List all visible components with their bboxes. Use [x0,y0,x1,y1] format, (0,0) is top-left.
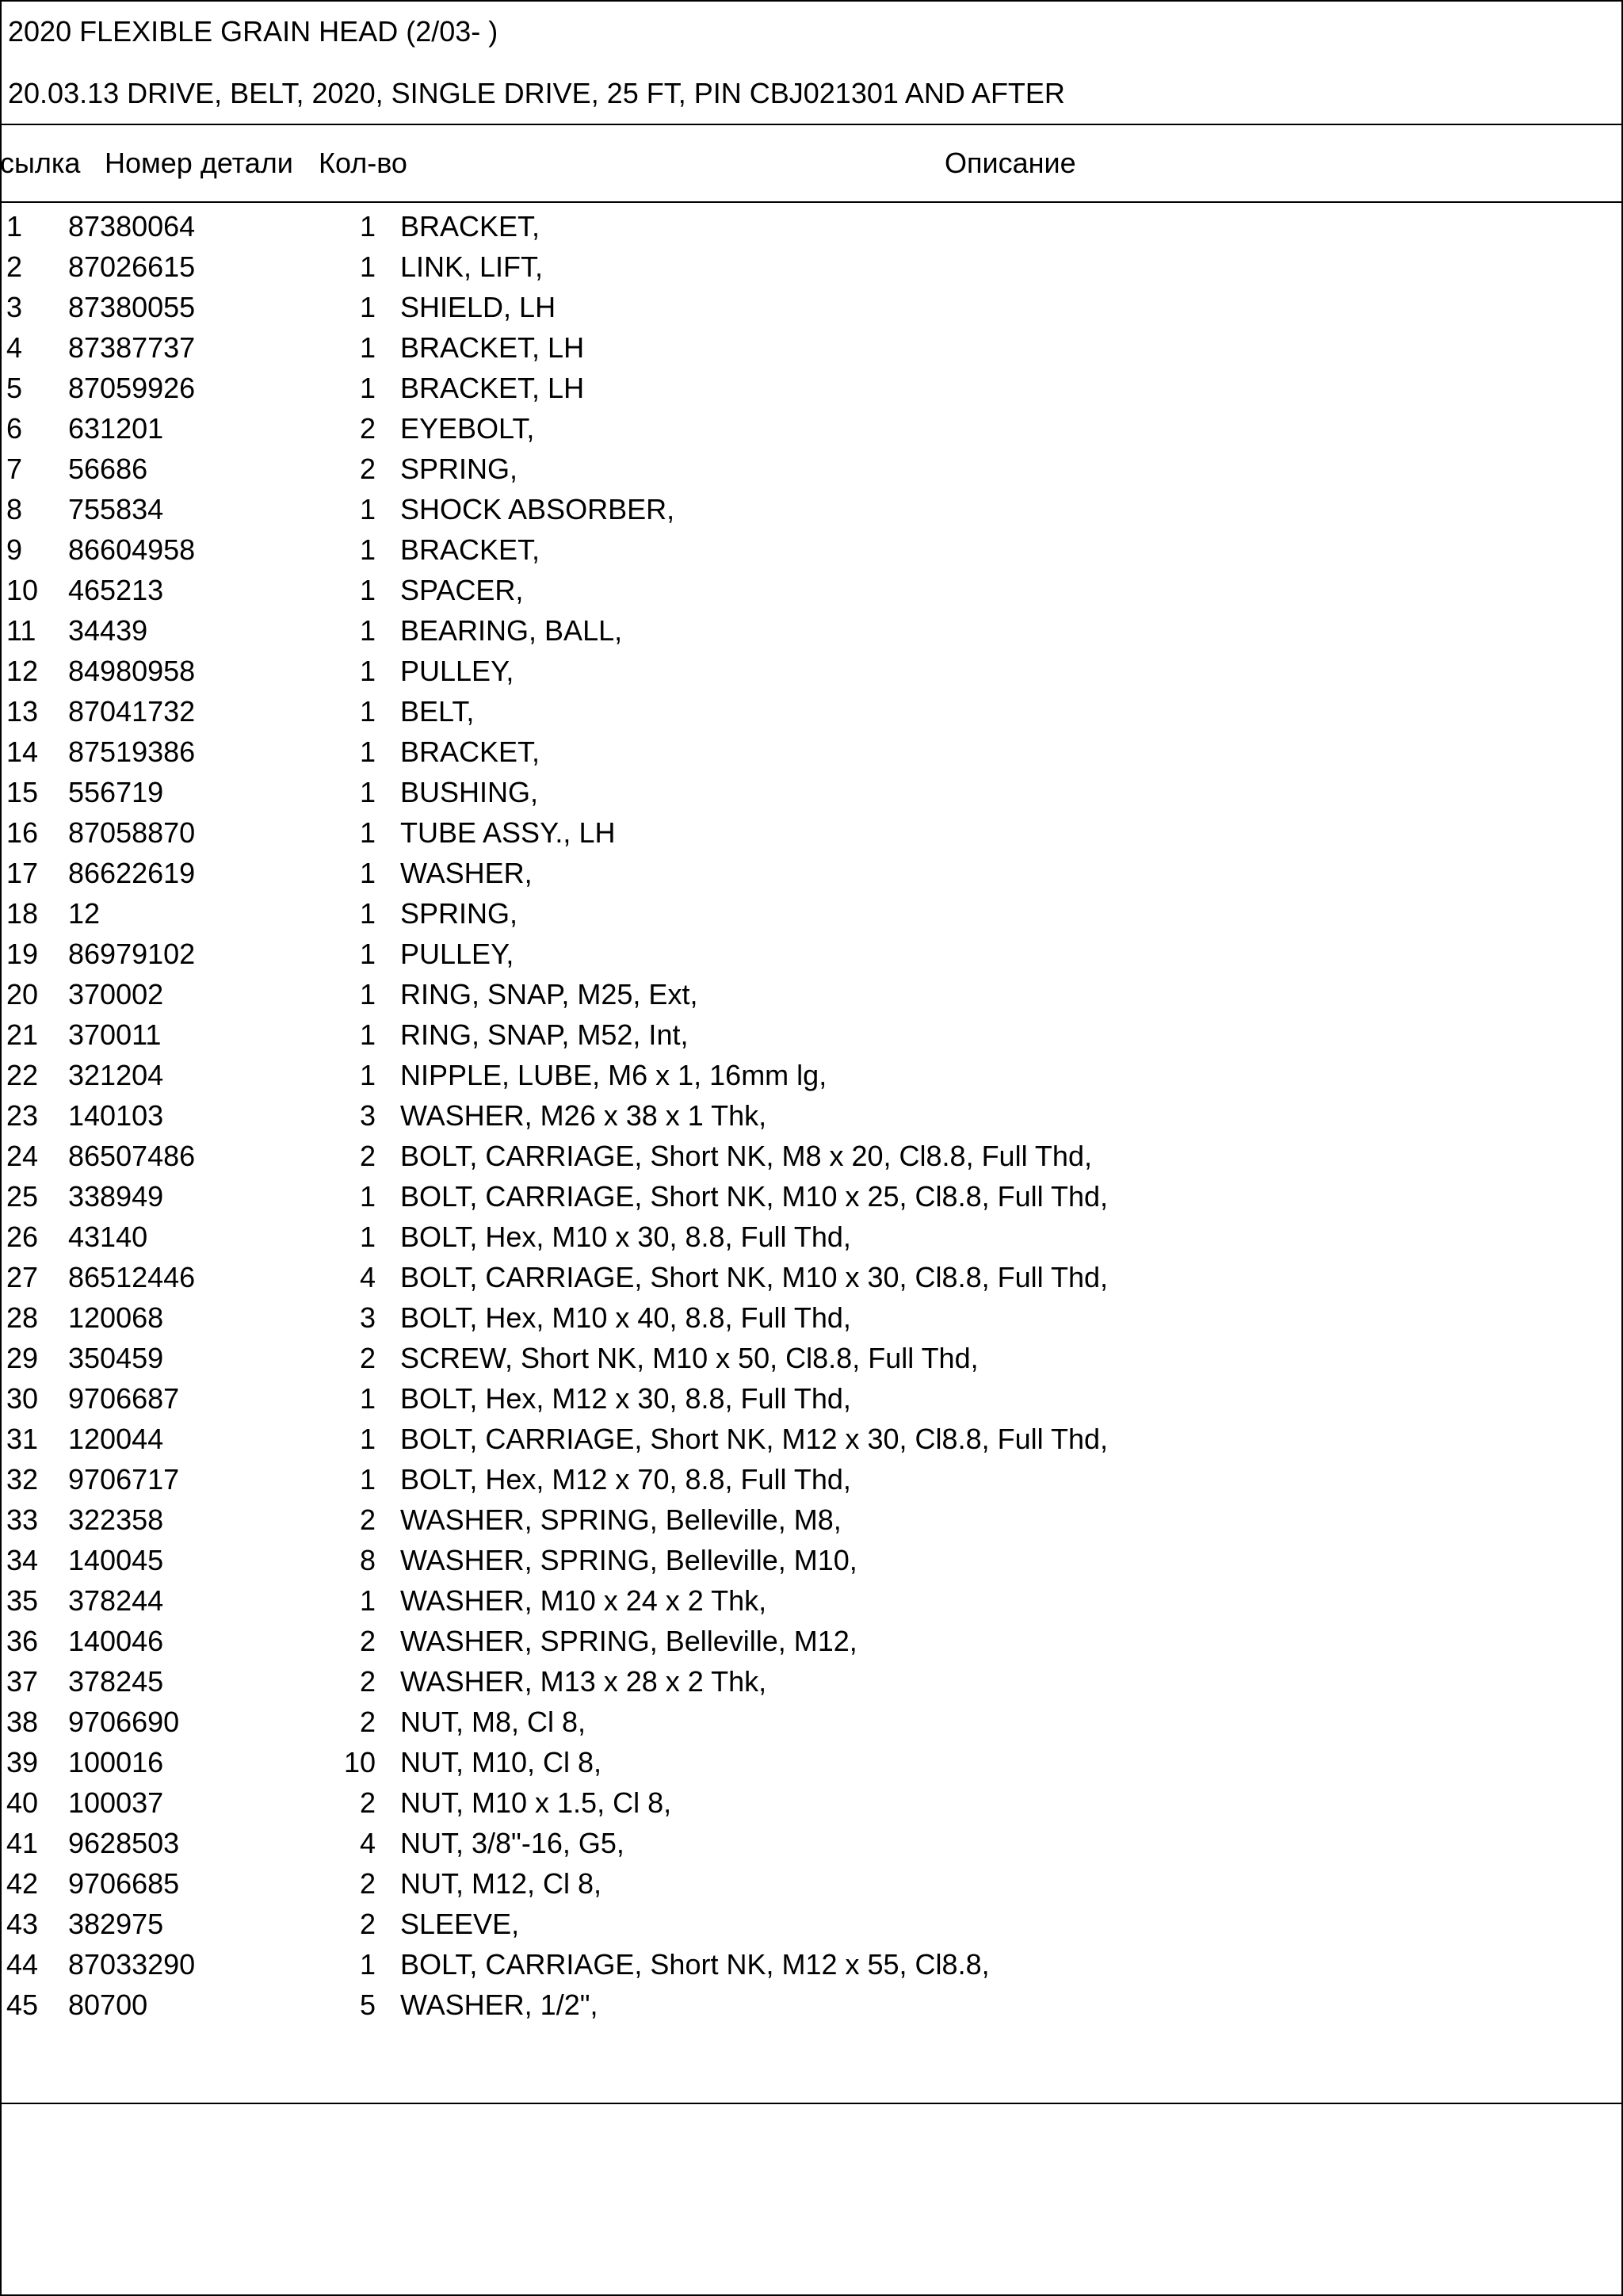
table-row [2,1302,1621,1343]
table-row [2,1747,1621,1787]
ref-cell: 14 [6,735,39,768]
table-row [2,1464,1621,1504]
description-cell: NUT, M12, Cl 8, [400,1867,602,1900]
quantity-cell: 1 [359,291,376,323]
table-row [2,1626,1621,1666]
ref-cell: 37 [6,1665,39,1698]
quantity-cell: 1 [359,1584,376,1617]
description-cell: WASHER, SPRING, Belleville, M8, [400,1503,842,1536]
table-row [2,1828,1621,1868]
ref-cell: 26 [6,1221,39,1253]
quantity-cell: 2 [359,1706,376,1738]
ref-cell: 36 [6,1625,39,1657]
description-cell: SPACER, [400,574,524,606]
description-cell: BRACKET, LH [400,331,585,364]
quantity-cell: 1 [359,1180,376,1213]
quantity-cell: 1 [359,938,376,970]
table-row [2,534,1621,575]
quantity-cell: 2 [359,1908,376,1940]
table-row [2,898,1621,938]
ref-cell: 20 [6,978,39,1010]
table-row [2,1221,1621,1262]
ref-cell: 39 [6,1746,39,1778]
table-row [2,1585,1621,1626]
part-number-cell: 12 [68,897,101,930]
part-number-cell: 87387737 [68,331,196,364]
part-number-cell: 43140 [68,1221,148,1253]
ref-cell: 16 [6,816,39,849]
ref-cell: 11 [6,614,36,647]
quantity-cell: 3 [359,1099,376,1132]
ref-cell: 8 [6,493,23,525]
quantity-cell: 10 [343,1746,376,1778]
table-row [2,1908,1621,1949]
ref-cell: 28 [6,1301,39,1334]
part-number-cell: 556719 [68,776,164,808]
table-row [2,413,1621,453]
table-row [2,251,1621,292]
ref-cell: 33 [6,1503,39,1536]
description-cell: PULLEY, [400,655,514,687]
part-number-cell: 87058870 [68,816,196,849]
table-row [2,575,1621,615]
quantity-cell: 4 [359,1261,376,1293]
part-number-cell: 34439 [68,614,148,647]
description-cell: SHOCK ABSORBER, [400,493,675,525]
ref-cell: 3 [6,291,23,323]
ref-cell: 12 [6,655,39,687]
table-row [2,1100,1621,1140]
part-number-cell: 87026615 [68,250,196,283]
quantity-cell: 1 [359,1382,376,1415]
divider-header [2,124,1621,125]
description-cell: LINK, LIFT, [400,250,544,283]
part-number-cell: 86512446 [68,1261,196,1293]
table-row [2,1666,1621,1706]
ref-cell: 41 [6,1827,39,1859]
description-cell: BOLT, CARRIAGE, Short NK, M10 x 30, Cl8.8, Full Thd, [400,1261,1108,1293]
ref-cell: 29 [6,1342,39,1374]
table-row [2,1423,1621,1464]
quantity-cell: 1 [359,1463,376,1496]
quantity-cell: 1 [359,210,376,243]
table-row [2,655,1621,696]
description-cell: NUT, M8, Cl 8, [400,1706,586,1738]
quantity-cell: 1 [359,897,376,930]
part-number-cell: 87033290 [68,1948,196,1981]
ref-cell: 19 [6,938,39,970]
table-row [2,938,1621,979]
ref-cell: 30 [6,1382,39,1415]
part-number-cell: 370011 [68,1018,162,1051]
ref-cell: 17 [6,857,39,889]
quantity-cell: 1 [359,1059,376,1091]
quantity-cell: 1 [359,978,376,1010]
part-number-cell: 84980958 [68,655,196,687]
ref-cell: 42 [6,1867,39,1900]
part-number-cell: 322358 [68,1503,164,1536]
part-number-cell: 370002 [68,978,164,1010]
description-cell: NIPPLE, LUBE, M6 x 1, 16mm lg, [400,1059,827,1091]
ref-cell: 1 [6,210,23,243]
table-row [2,1019,1621,1060]
column-header-ref: сылка [0,147,81,179]
description-cell: SPRING, [400,897,518,930]
quantity-cell: 1 [359,735,376,768]
table-row [2,696,1621,736]
part-number-cell: 120068 [68,1301,164,1334]
description-cell: PULLEY, [400,938,514,970]
ref-cell: 7 [6,453,23,485]
part-number-cell: 382975 [68,1908,164,1940]
ref-cell: 18 [6,897,39,930]
description-cell: BRACKET, [400,735,540,768]
section-title: 20.03.13 DRIVE, BELT, 2020, SINGLE DRIVE, 25 FT, PIN CBJ021301 AND AFTER [8,77,1065,109]
part-number-cell: 120044 [68,1423,164,1455]
table-row [2,858,1621,898]
part-number-cell: 86622619 [68,857,196,889]
column-header-description: Описание [945,147,1076,179]
table-row [2,211,1621,251]
description-cell: BOLT, Hex, M12 x 70, 8.8, Full Thd, [400,1463,851,1496]
quantity-cell: 1 [359,614,376,647]
quantity-cell: 2 [359,1867,376,1900]
quantity-cell: 2 [359,412,376,445]
quantity-cell: 5 [359,1988,376,2021]
table-row [2,736,1621,777]
table-row [2,1868,1621,1908]
table-row [2,1181,1621,1221]
description-cell: BOLT, Hex, M12 x 30, 8.8, Full Thd, [400,1382,851,1415]
part-number-cell: 87380064 [68,210,196,243]
table-row [2,372,1621,413]
part-number-cell: 9706717 [68,1463,180,1496]
column-header-quantity: Кол-во [319,147,407,179]
part-number-cell: 86604958 [68,533,196,566]
part-number-cell: 631201 [68,412,164,445]
description-cell: WASHER, M10 x 24 x 2 Thk, [400,1584,767,1617]
table-row [2,453,1621,494]
column-header-part-number: Номер детали [105,147,293,179]
quantity-cell: 1 [359,574,376,606]
ref-cell: 21 [6,1018,39,1051]
part-number-cell: 86979102 [68,938,196,970]
part-number-cell: 350459 [68,1342,164,1374]
ref-cell: 5 [6,372,23,404]
description-cell: SPRING, [400,453,518,485]
part-number-cell: 80700 [68,1988,148,2021]
table-row [2,615,1621,655]
ref-cell: 44 [6,1948,39,1981]
part-number-cell: 9706690 [68,1706,180,1738]
description-cell: WASHER, 1/2", [400,1988,598,2021]
part-number-cell: 321204 [68,1059,164,1091]
ref-cell: 9 [6,533,23,566]
quantity-cell: 1 [359,331,376,364]
table-row [2,1787,1621,1828]
quantity-cell: 1 [359,1221,376,1253]
quantity-cell: 1 [359,857,376,889]
description-cell: BUSHING, [400,776,539,808]
quantity-cell: 1 [359,493,376,525]
part-number-cell: 378245 [68,1665,164,1698]
table-row [2,1060,1621,1100]
description-cell: BRACKET, LH [400,372,585,404]
description-cell: BOLT, CARRIAGE, Short NK, M12 x 30, Cl8.8, Full Thd, [400,1423,1108,1455]
ref-cell: 2 [6,250,23,283]
description-cell: NUT, M10 x 1.5, Cl 8, [400,1786,672,1819]
part-number-cell: 86507486 [68,1140,196,1172]
table-row [2,1343,1621,1383]
ref-cell: 4 [6,331,23,364]
quantity-cell: 8 [359,1544,376,1576]
quantity-cell: 2 [359,1140,376,1172]
description-cell: WASHER, M26 x 38 x 1 Thk, [400,1099,767,1132]
description-cell: NUT, 3/8"-16, G5, [400,1827,624,1859]
description-cell: WASHER, SPRING, Belleville, M10, [400,1544,857,1576]
description-cell: RING, SNAP, M25, Ext, [400,978,698,1010]
description-cell: SCREW, Short NK, M10 x 50, Cl8.8, Full Thd, [400,1342,979,1374]
table-row [2,979,1621,1019]
quantity-cell: 2 [359,1786,376,1819]
description-cell: BELT, [400,695,475,728]
part-number-cell: 338949 [68,1180,164,1213]
table-row [2,1706,1621,1747]
quantity-cell: 2 [359,1342,376,1374]
description-cell: BOLT, CARRIAGE, Short NK, M8 x 20, Cl8.8, Full Thd, [400,1140,1092,1172]
ref-cell: 31 [6,1423,39,1455]
table-row [2,292,1621,332]
quantity-cell: 2 [359,453,376,485]
description-cell: WASHER, SPRING, Belleville, M12, [400,1625,857,1657]
ref-cell: 23 [6,1099,39,1132]
description-cell: BOLT, CARRIAGE, Short NK, M12 x 55, Cl8.8, [400,1948,990,1981]
description-cell: BRACKET, [400,533,540,566]
description-cell: TUBE ASSY., LH [400,816,616,849]
part-number-cell: 140046 [68,1625,164,1657]
ref-cell: 40 [6,1786,39,1819]
part-number-cell: 9706687 [68,1382,180,1415]
ref-cell: 38 [6,1706,39,1738]
quantity-cell: 1 [359,250,376,283]
ref-cell: 25 [6,1180,39,1213]
table-row [2,1383,1621,1423]
part-number-cell: 9628503 [68,1827,180,1859]
description-cell: RING, SNAP, M52, Int, [400,1018,689,1051]
quantity-cell: 1 [359,1948,376,1981]
ref-cell: 6 [6,412,23,445]
ref-cell: 10 [6,574,39,606]
part-number-cell: 378244 [68,1584,164,1617]
description-cell: BOLT, CARRIAGE, Short NK, M10 x 25, Cl8.8, Full Thd, [400,1180,1108,1213]
table-row [2,817,1621,858]
part-number-cell: 100016 [68,1746,164,1778]
quantity-cell: 2 [359,1625,376,1657]
part-number-cell: 87059926 [68,372,196,404]
description-cell: BRACKET, [400,210,540,243]
quantity-cell: 1 [359,776,376,808]
description-cell: EYEBOLT, [400,412,535,445]
part-number-cell: 87519386 [68,735,196,768]
quantity-cell: 4 [359,1827,376,1859]
part-number-cell: 87041732 [68,695,196,728]
ref-cell: 13 [6,695,39,728]
part-number-cell: 465213 [68,574,164,606]
table-row [2,1949,1621,1989]
quantity-cell: 1 [359,816,376,849]
quantity-cell: 3 [359,1301,376,1334]
table-row [2,1504,1621,1545]
quantity-cell: 1 [359,533,376,566]
quantity-cell: 1 [359,655,376,687]
quantity-cell: 1 [359,1423,376,1455]
document-title: 2020 FLEXIBLE GRAIN HEAD (2/03- ) [8,15,498,48]
ref-cell: 24 [6,1140,39,1172]
table-row [2,1262,1621,1302]
description-cell: WASHER, [400,857,533,889]
description-cell: SHIELD, LH [400,291,556,323]
quantity-cell: 1 [359,1018,376,1051]
part-number-cell: 755834 [68,493,164,525]
quantity-cell: 2 [359,1503,376,1536]
ref-cell: 34 [6,1544,39,1576]
ref-cell: 27 [6,1261,39,1293]
ref-cell: 35 [6,1584,39,1617]
part-number-cell: 56686 [68,453,148,485]
table-row [2,1140,1621,1181]
ref-cell: 45 [6,1988,39,2021]
quantity-cell: 2 [359,1665,376,1698]
divider-columns [2,201,1621,203]
table-row [2,1545,1621,1585]
description-cell: SLEEVE, [400,1908,520,1940]
table-row [2,494,1621,534]
table-row [2,332,1621,372]
description-cell: NUT, M10, Cl 8, [400,1746,602,1778]
part-number-cell: 140103 [68,1099,164,1132]
description-cell: BOLT, Hex, M10 x 40, 8.8, Full Thd, [400,1301,851,1334]
ref-cell: 22 [6,1059,39,1091]
divider-footer [2,2103,1621,2104]
ref-cell: 32 [6,1463,39,1496]
part-number-cell: 100037 [68,1786,164,1819]
quantity-cell: 1 [359,695,376,728]
table-row [2,1989,1621,2030]
description-cell: BOLT, Hex, M10 x 30, 8.8, Full Thd, [400,1221,851,1253]
description-cell: BEARING, BALL, [400,614,623,647]
part-number-cell: 87380055 [68,291,196,323]
ref-cell: 15 [6,776,39,808]
ref-cell: 43 [6,1908,39,1940]
part-number-cell: 140045 [68,1544,164,1576]
part-number-cell: 9706685 [68,1867,180,1900]
quantity-cell: 1 [359,372,376,404]
table-row [2,777,1621,817]
description-cell: WASHER, M13 x 28 x 2 Thk, [400,1665,767,1698]
